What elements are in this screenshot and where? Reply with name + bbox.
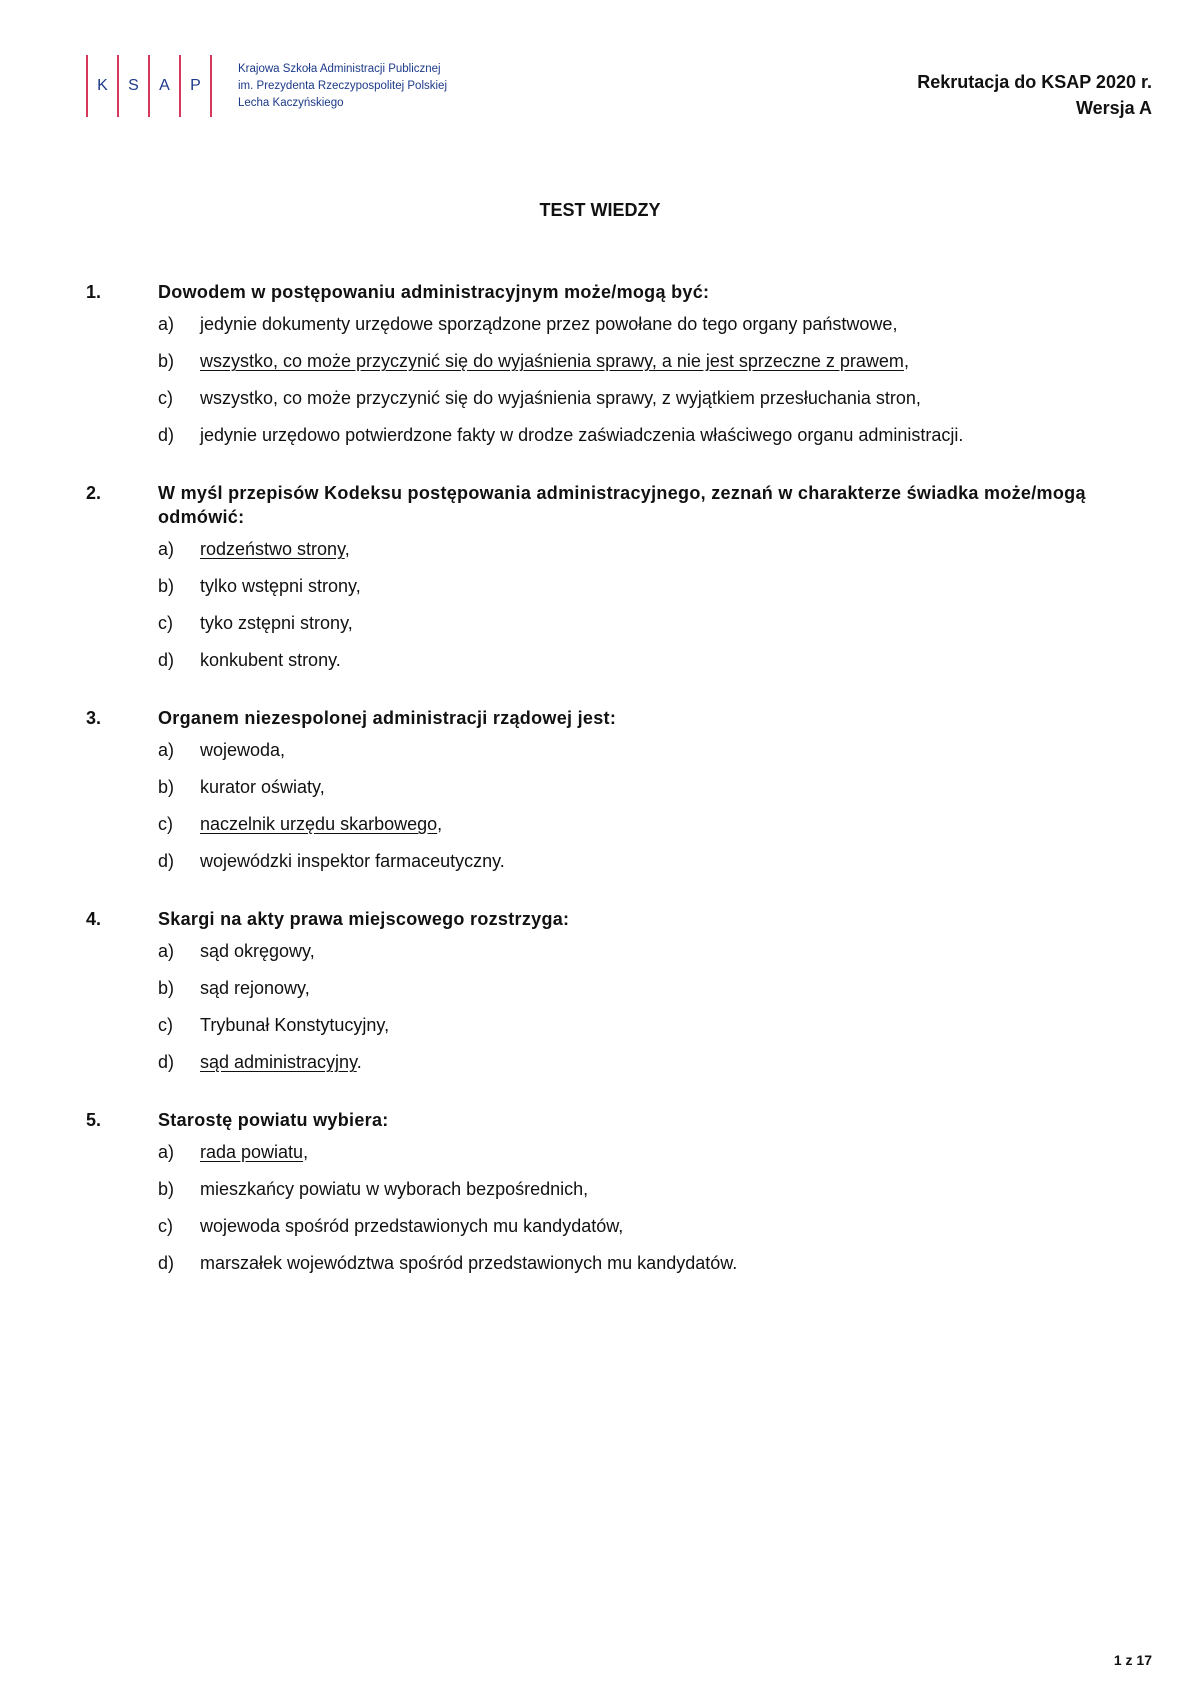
option-text-wrapper: [200, 648, 1156, 672]
option-text-wrapper: [200, 349, 1156, 373]
option-letter: d): [158, 1253, 175, 1273]
logo-letter: K: [97, 77, 108, 94]
option-letter: a): [158, 1142, 175, 1162]
correct-answer-text: rada powiatu: [200, 1142, 304, 1162]
logo-letter: A: [159, 77, 170, 94]
answer-option: [158, 423, 1156, 447]
question-3: [86, 706, 1156, 873]
answer-option: [158, 611, 1156, 635]
option-text-wrapper: [200, 611, 1156, 635]
answer-option: [158, 939, 1156, 963]
question-header: [86, 706, 1156, 730]
option-text-wrapper: [200, 812, 1156, 836]
question-number: 4.: [86, 909, 102, 929]
option-text-wrapper: [200, 1251, 1156, 1275]
option-punctuation: ,: [303, 1142, 309, 1162]
option-text: kurator oświaty,: [200, 777, 325, 797]
option-text: sąd rejonowy,: [200, 978, 310, 998]
option-text-wrapper: [200, 1013, 1156, 1037]
correct-answer-text: rodzeństwo strony: [200, 539, 345, 559]
logo-divider: [210, 55, 212, 117]
option-text: wojewoda,: [200, 740, 286, 760]
answer-option: [158, 738, 1156, 762]
option-letter: c): [158, 814, 173, 834]
option-text: jedynie urzędowo potwierdzone fakty w drodze zaświadczenia właściwego organu administracji.: [200, 425, 964, 445]
option-text: Trybunał Konstytucyjny,: [200, 1015, 390, 1035]
question-number: 2.: [86, 483, 102, 503]
answer-option: [158, 349, 1156, 373]
question-number: 3.: [86, 708, 102, 728]
correct-answer-text: naczelnik urzędu skarbowego: [200, 814, 438, 834]
question-header: [86, 280, 1156, 304]
option-text-wrapper: [200, 738, 1156, 762]
answer-option: [158, 812, 1156, 836]
answer-option: [158, 775, 1156, 799]
option-letter: d): [158, 1052, 175, 1072]
answer-option: [158, 537, 1156, 561]
option-text-wrapper: [200, 976, 1156, 1000]
option-text: tyko zstępni strony,: [200, 613, 353, 633]
question-number: 5.: [86, 1110, 102, 1130]
option-letter: d): [158, 650, 175, 670]
answer-option: [158, 648, 1156, 672]
option-letter: c): [158, 388, 173, 408]
option-text-wrapper: [200, 574, 1156, 598]
answer-option: [158, 1140, 1156, 1164]
logo-letters: [86, 55, 212, 117]
option-letter: b): [158, 576, 175, 596]
option-letter: d): [158, 851, 175, 871]
recruitment-label: Rekrutacja do KSAP 2020 r.: [917, 72, 1152, 92]
option-text-wrapper: [200, 1177, 1156, 1201]
answer-option: [158, 1214, 1156, 1238]
question-2: [86, 481, 1156, 672]
option-text-wrapper: [200, 775, 1156, 799]
option-text-wrapper: [200, 1050, 1156, 1074]
logo-letter: P: [190, 77, 201, 94]
option-punctuation: ,: [903, 351, 909, 371]
question-text: Starostę powiatu wybiera:: [158, 1110, 389, 1130]
option-text: wszystko, co może przyczynić się do wyjaśnienia sprawy, z wyjątkiem przesłuchania stron,: [200, 388, 921, 408]
option-punctuation: ,: [437, 814, 443, 834]
answer-option: [158, 1177, 1156, 1201]
option-text: marszałek województwa spośród przedstawionych mu kandydatów.: [200, 1253, 738, 1273]
question-4: [86, 907, 1156, 1074]
page-title: TEST WIEDZY: [539, 200, 661, 220]
correct-answer-text: sąd administracyjny: [200, 1052, 357, 1072]
page-number: 1 z 17: [1113, 1652, 1152, 1668]
option-text-wrapper: [200, 386, 1156, 410]
option-letter: a): [158, 740, 175, 760]
option-text-wrapper: [200, 423, 1156, 447]
option-letter: c): [158, 1015, 173, 1035]
option-letter: b): [158, 351, 175, 371]
logo-line: im. Prezydenta Rzeczypospolitej Polskiej: [238, 79, 448, 92]
question-5: [86, 1108, 1156, 1275]
option-letter: d): [158, 425, 175, 445]
logo-line: Krajowa Szkoła Administracji Publicznej: [238, 62, 441, 75]
question-text: Dowodem w postępowaniu administracyjnym może/mogą być:: [158, 282, 710, 302]
option-text: sąd okręgowy,: [200, 941, 315, 961]
answer-option: [158, 976, 1156, 1000]
option-letter: a): [158, 941, 175, 961]
question-text: Organem niezespolonej administracji rządowej jest:: [158, 708, 617, 728]
question-header: [86, 481, 1156, 529]
option-text-wrapper: [200, 537, 1156, 561]
option-punctuation: ,: [344, 539, 350, 559]
logo-institution-name: [238, 61, 447, 112]
answer-option: [158, 1050, 1156, 1074]
answer-option: [158, 849, 1156, 873]
option-letter: b): [158, 777, 175, 797]
option-letter: b): [158, 978, 175, 998]
option-text: jedynie dokumenty urzędowe sporządzone przez powołane do tego organy państwowe,: [200, 314, 898, 334]
option-letter: b): [158, 1179, 175, 1199]
option-text-wrapper: [200, 939, 1156, 963]
question-1: [86, 280, 1156, 447]
questions-list: [86, 280, 1156, 1309]
answer-option: [158, 1251, 1156, 1275]
answer-option: [158, 386, 1156, 410]
option-letter: c): [158, 1216, 173, 1236]
header-info: [917, 69, 1152, 121]
option-text: konkubent strony.: [200, 650, 341, 670]
option-text: mieszkańcy powiatu w wyborach bezpośrednich,: [200, 1179, 589, 1199]
option-letter: c): [158, 613, 173, 633]
version-label: Wersja A: [1075, 98, 1152, 118]
answer-option: [158, 1013, 1156, 1037]
option-text-wrapper: [200, 312, 1156, 336]
logo-line: Lecha Kaczyńskiego: [238, 96, 344, 109]
option-letter: a): [158, 539, 175, 559]
correct-answer-text: wszystko, co może przyczynić się do wyjaśnienia sprawy, a nie jest sprzeczne z prawem: [200, 351, 904, 371]
question-text: W myśl przepisów Kodeksu postępowania administracyjnego, zeznań w charakterze świadka może/mogą odmówić:: [158, 483, 1086, 527]
answer-option: [158, 312, 1156, 336]
question-header: [86, 1108, 1156, 1132]
option-text: wojewódzki inspektor farmaceutyczny.: [200, 851, 505, 871]
question-text: Skargi na akty prawa miejscowego rozstrzyga:: [158, 909, 570, 929]
answer-option: [158, 574, 1156, 598]
logo-letter: S: [128, 77, 139, 94]
option-text-wrapper: [200, 1140, 1156, 1164]
option-letter: a): [158, 314, 175, 334]
question-number: 1.: [86, 282, 102, 302]
option-text-wrapper: [200, 1214, 1156, 1238]
option-text: wojewoda spośród przedstawionych mu kandydatów,: [200, 1216, 624, 1236]
option-punctuation: .: [356, 1052, 362, 1072]
ksap-logo: [86, 54, 447, 118]
question-header: [86, 907, 1156, 931]
option-text: tylko wstępni strony,: [200, 576, 361, 596]
option-text-wrapper: [200, 849, 1156, 873]
